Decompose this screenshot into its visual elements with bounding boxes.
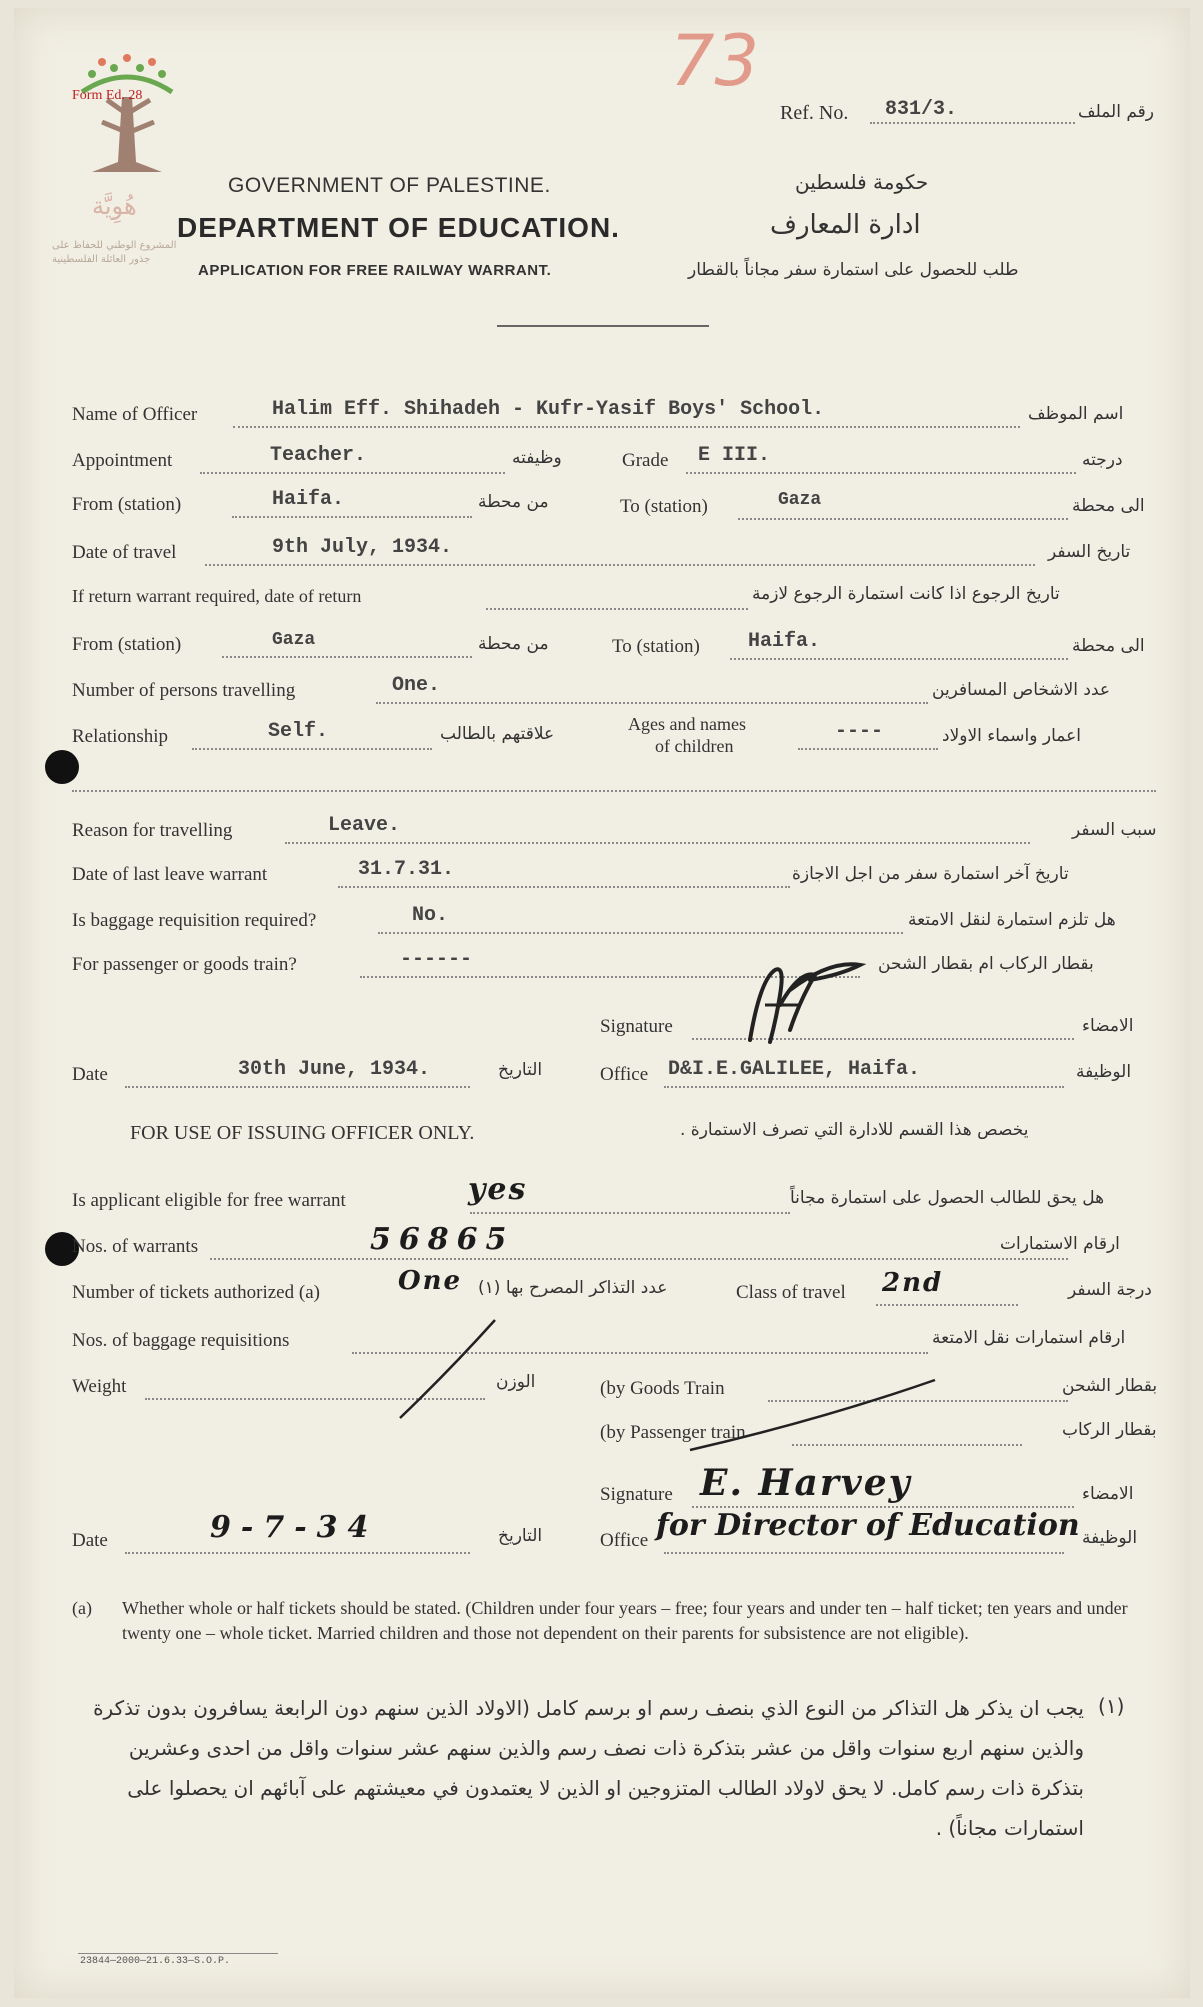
issuing-heading: FOR USE OF ISSUING OFFICER ONLY.: [130, 1122, 475, 1144]
class-label: Class of travel: [736, 1282, 846, 1303]
footnote-marker: (a): [72, 1598, 92, 1618]
issuer-office-label-ar: الوظيفة: [1082, 1528, 1138, 1548]
applicant-office-value: D&I.E.GALILEE, Haifa.: [668, 1058, 921, 1081]
issue-date-label: Date: [72, 1530, 108, 1551]
children-line: [798, 748, 938, 750]
name-label-ar: اسم الموظف: [1028, 404, 1124, 424]
persons-line: [376, 702, 928, 704]
relationship-label-ar: علاقتهم بالطالب: [440, 724, 555, 744]
class-label-ar: درجة السفر: [1068, 1280, 1152, 1300]
form-title: APPLICATION FOR FREE RAILWAY WARRANT.: [198, 262, 552, 279]
grade-value: E III.: [698, 444, 771, 467]
return-from-label-ar: من محطة: [478, 634, 549, 654]
applicant-office-label: Office: [600, 1064, 649, 1085]
issuer-office-value: for Director of Education: [656, 1508, 1080, 1543]
name-label: Name of Officer: [72, 404, 198, 425]
eligible-line: [470, 1212, 790, 1214]
tickets-label-ar: عدد التذاكر المصرح بها (١): [478, 1278, 668, 1298]
footnote-marker-ar: (١): [1098, 1694, 1125, 1718]
strike-stroke-icon: [380, 1310, 1100, 1470]
government-heading-ar: حكومة فلسطين: [795, 170, 929, 194]
form-title-ar: طلب للحصول على استمارة سفر مجاناً بالقطار: [688, 260, 1019, 280]
punch-hole-top: [45, 750, 79, 784]
children-value: ----: [835, 720, 884, 743]
return-from-value: Gaza: [272, 630, 316, 650]
baggage-requisitions-label: Nos. of baggage requisitions: [72, 1330, 290, 1351]
application-date-label-ar: التاريخ: [498, 1060, 543, 1080]
reason-label-ar: سبب السفر: [1072, 820, 1157, 840]
red-folio-mark: 73: [670, 20, 760, 102]
footnote-text-ar: يجب ان يذكر هل التذاكر من النوع الذي بنصف رسم او برسم كامل (الاولاد الذين سنهم دون الرابعة يسافرون بدون تذكرة والذين سنهم اربع سنوات واقل من عشر بتذكرة ذات نصف رسم والذين سنهم عشر سنوات واقل من احدى وعشرين بتذكرة ذات رسم كامل. لا يحق لاولاد الطالب المتزوجين او الذين لا يعتمدون في معيشتهم على آبائهم ان يحصلوا على استمارات مجاناً) .: [93, 1696, 1084, 1840]
logo: [72, 52, 182, 182]
form-number: Form Ed. 28: [72, 88, 143, 103]
return-to-label-ar: الى محطة: [1072, 636, 1145, 656]
return-date-label-ar: تاريخ الرجوع اذا كانت استمارة الرجوع لازمة: [752, 584, 1060, 604]
watermark-line-2: جذور العائلة الفلسطينية: [52, 254, 151, 265]
children-label-2: of children: [655, 736, 734, 756]
applicant-office-line: [664, 1086, 1064, 1088]
train-type-label: For passenger or goods train?: [72, 954, 297, 975]
tickets-value: One: [398, 1266, 463, 1296]
goods-train-label-ar: بقطار الشحن: [1062, 1376, 1158, 1396]
children-label-ar: اعمار واسماء الاولاد: [942, 726, 1081, 746]
department-heading-ar: ادارة المعارف: [770, 210, 921, 240]
to-station-label: To (station): [620, 496, 708, 517]
baggage-line: [378, 932, 903, 934]
from-station-label-ar: من محطة: [478, 492, 549, 512]
warrants-line: [210, 1258, 1068, 1260]
relationship-line: [192, 748, 432, 750]
baggage-value: No.: [412, 904, 449, 927]
print-code-rule: [78, 1953, 278, 1954]
issuer-office-label: Office: [600, 1530, 649, 1551]
issuer-office-line: [664, 1552, 1064, 1554]
application-date-label: Date: [72, 1064, 108, 1085]
class-line: [876, 1304, 1018, 1306]
to-station-value: Gaza: [778, 490, 822, 510]
warrants-label-ar: ارقام الاستمارات: [1000, 1234, 1120, 1254]
ref-label-ar: رقم الملف: [1078, 102, 1155, 122]
eligible-value: yes: [468, 1172, 528, 1207]
from-station-label: From (station): [72, 494, 182, 515]
watermark-name: هُوِيَّة: [92, 192, 137, 220]
baggage-label: Is baggage requisition required?: [72, 910, 317, 931]
footnote-text: Whether whole or half tickets should be stated. (Children under four years – free; four years and under ten – half ticket; ten years and under twenty one – whole ticket. Married children and those not dependent on their parents for subsistence are not eligible).: [122, 1598, 1128, 1643]
return-date-line: [486, 608, 748, 610]
eligible-label-ar: هل يحق للطالب الحصول على استمارة مجاناً: [790, 1188, 1105, 1208]
applicant-signature-label: Signature: [600, 1016, 673, 1037]
relationship-label: Relationship: [72, 726, 169, 747]
train-type-label-ar: بقطار الركاب ام بقطار الشحن: [878, 954, 1094, 974]
return-to-line: [730, 658, 1068, 660]
passenger-train-label-ar: بقطار الركاب: [1062, 1420, 1157, 1440]
goods-train-label: (by Goods Train: [600, 1378, 725, 1399]
issue-date-label-ar: التاريخ: [498, 1526, 543, 1546]
passenger-train-label: (by Passenger train: [600, 1422, 746, 1443]
return-to-value: Haifa.: [748, 630, 821, 653]
travel-date-label: Date of travel: [72, 542, 177, 563]
department-heading: DEPARTMENT OF EDUCATION.: [177, 212, 620, 243]
appointment-value: Teacher.: [270, 444, 367, 467]
last-leave-label: Date of last leave warrant: [72, 864, 268, 885]
extra-line: [72, 790, 1156, 792]
baggage-label-ar: هل تلزم استمارة لنقل الامتعة: [908, 910, 1116, 930]
grade-line: [686, 472, 1076, 474]
to-station-label-ar: الى محطة: [1072, 496, 1145, 516]
appointment-line: [200, 472, 505, 474]
tree-logo-icon: [72, 52, 182, 182]
return-to-label: To (station): [612, 636, 700, 657]
applicant-signature-mark: [730, 950, 870, 1050]
travel-date-line: [205, 564, 1035, 566]
travel-date-label-ar: تاريخ السفر: [1048, 542, 1131, 562]
heading-divider: [497, 325, 709, 327]
return-from-label: From (station): [72, 634, 182, 655]
return-date-label: If return warrant required, date of return: [72, 586, 362, 606]
issue-date-value: 9-7-34: [210, 1510, 379, 1545]
last-leave-line: [338, 886, 790, 888]
class-value: 2nd: [882, 1268, 944, 1298]
watermark-line-1: المشروع الوطني للحفاظ على: [52, 240, 177, 251]
application-date-value: 30th June, 1934.: [238, 1058, 431, 1081]
appointment-label: Appointment: [72, 450, 173, 471]
issue-date-line: [125, 1552, 470, 1554]
travel-date-value: 9th July, 1934.: [272, 536, 453, 559]
warrants-value: 56865: [370, 1222, 515, 1257]
reason-line: [285, 842, 1030, 844]
applicant-signature-label-ar: الامضاء: [1082, 1016, 1134, 1036]
cancel-strokes: [380, 1310, 1100, 1470]
issuing-heading-ar: يخصص هذا القسم للادارة التي تصرف الاستمارة .: [680, 1120, 1029, 1140]
warrants-label: Nos. of warrants: [72, 1236, 199, 1257]
issuer-signature-label: Signature: [600, 1484, 673, 1505]
children-label-1: Ages and names: [628, 714, 746, 734]
to-station-line: [738, 518, 1068, 520]
reason-value: Leave.: [328, 814, 401, 837]
ref-value: 831/3.: [885, 98, 958, 121]
tickets-label: Number of tickets authorized (a): [72, 1282, 320, 1303]
government-heading: GOVERNMENT OF PALESTINE.: [228, 174, 551, 197]
grade-label: Grade: [622, 450, 669, 471]
last-leave-label-ar: تاريخ آخر استمارة سفر من اجل الاجازة: [792, 864, 1069, 884]
applicant-signature-icon: [730, 950, 870, 1050]
issuer-signature-label-ar: الامضاء: [1082, 1484, 1134, 1504]
issuer-signature-value: E. Harvey: [700, 1462, 912, 1504]
appointment-label-ar: وظيفته: [512, 448, 562, 468]
baggage-requisitions-label-ar: ارقام استمارات نقل الامتعة: [932, 1328, 1126, 1348]
train-type-value: ------: [400, 948, 473, 971]
reason-label: Reason for travelling: [72, 820, 233, 841]
grade-label-ar: درجته: [1082, 450, 1123, 470]
name-value: Halim Eff. Shihadeh - Kufr-Yasif Boys' School.: [272, 398, 825, 421]
eligible-label: Is applicant eligible for free warrant: [72, 1190, 346, 1211]
persons-label-ar: عدد الاشخاص المسافرين: [932, 680, 1111, 700]
weight-label-ar: الوزن: [496, 1372, 536, 1392]
ref-label: Ref. No.: [780, 102, 849, 124]
return-from-line: [222, 656, 472, 658]
from-station-line: [232, 516, 472, 518]
from-station-value: Haifa.: [272, 488, 345, 511]
persons-value: One.: [392, 674, 441, 697]
weight-label: Weight: [72, 1376, 127, 1397]
relationship-value: Self.: [268, 720, 329, 743]
print-code: 23844—2000—21.6.33—S.O.P.: [80, 1956, 231, 1967]
last-leave-value: 31.7.31.: [358, 858, 455, 881]
application-date-line: [125, 1086, 470, 1088]
persons-label: Number of persons travelling: [72, 680, 296, 701]
ref-line: [870, 122, 1075, 124]
applicant-office-label-ar: الوظيفة: [1076, 1062, 1132, 1082]
name-line: [233, 426, 1020, 428]
